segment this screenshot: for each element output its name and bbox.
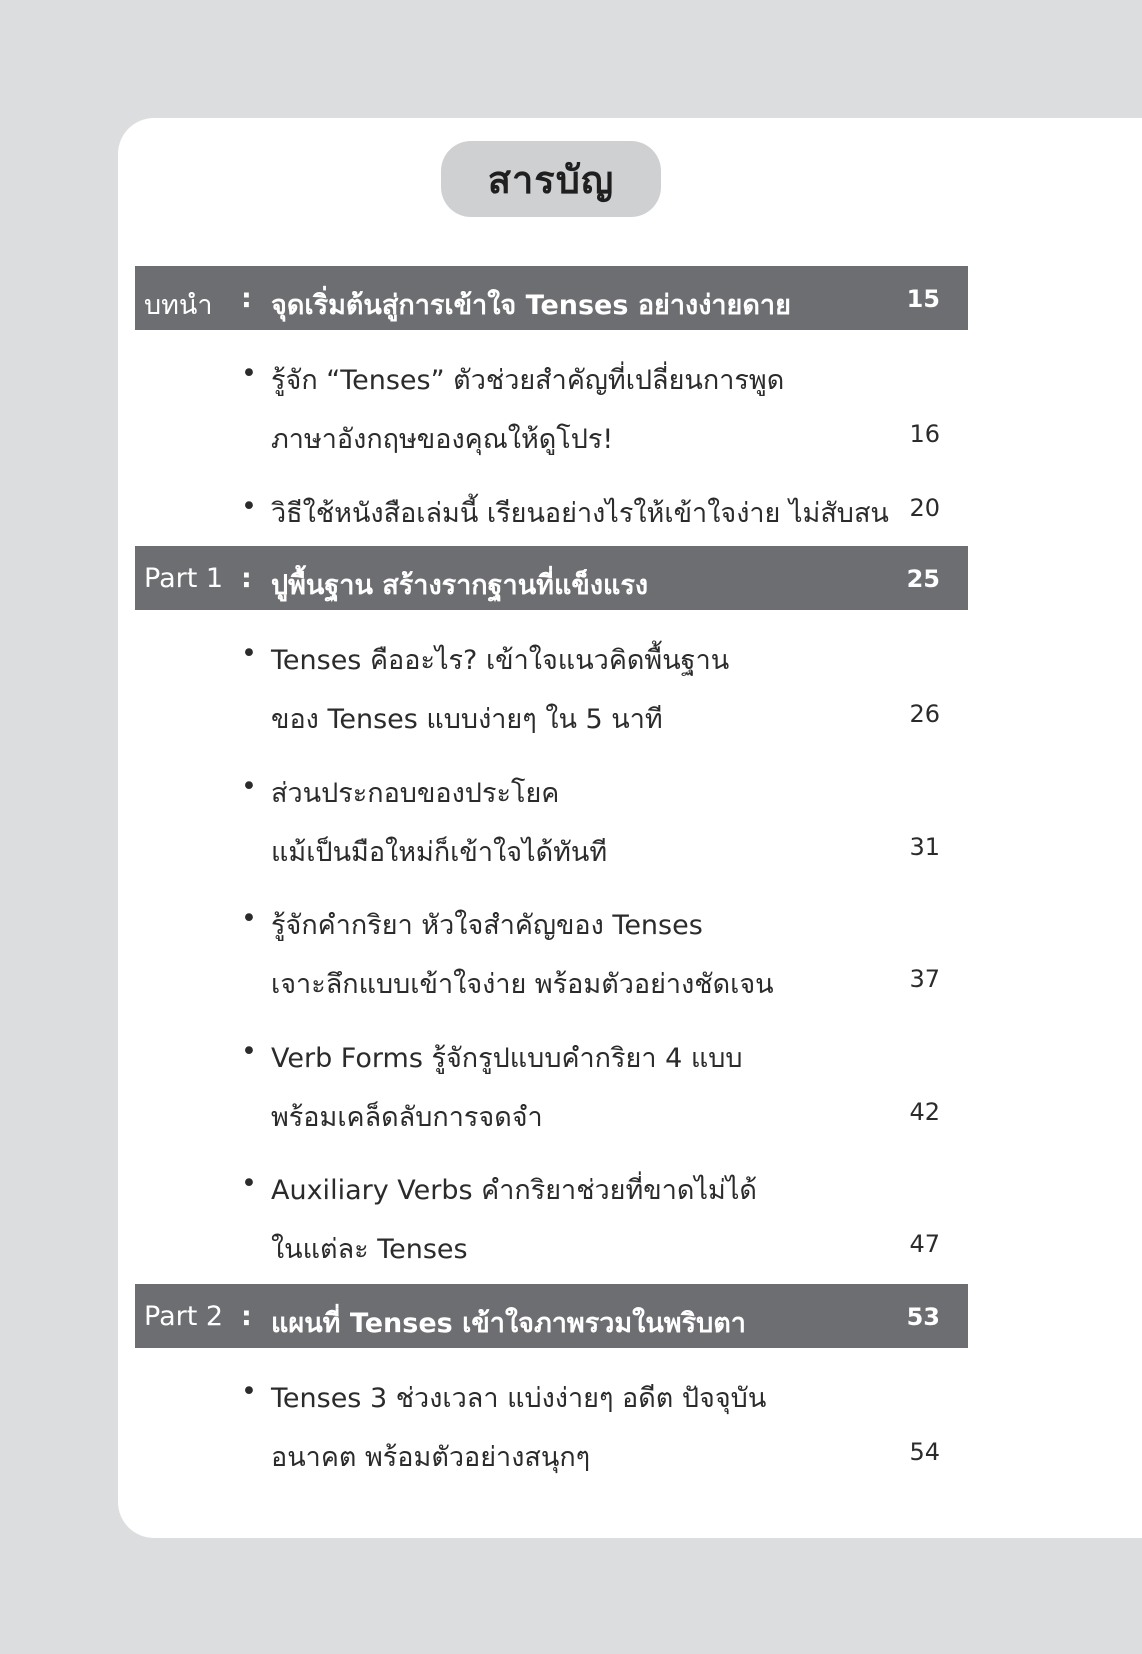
entry-page-number: 47: [909, 1230, 940, 1258]
section-title: จุดเริ่มต้นสู่การเข้าใจ Tenses อย่างง่ายดาย: [271, 290, 791, 321]
entry-line: วิธีใช้หนังสือเล่มนี้ เรียนอย่างไรให้เข้าใจง่าย ไม่สับสน: [271, 498, 889, 529]
entry-page-number: 31: [909, 833, 940, 861]
entry-line: ของ Tenses แบบง่ายๆ ใน 5 นาที: [271, 704, 663, 735]
toc-entry[interactable]: [135, 771, 968, 881]
entry-line: รู้จักคำกริยา หัวใจสำคัญของ Tenses: [271, 910, 703, 941]
entry-line: ภาษาอังกฤษของคุณให้ดูโปร!: [271, 424, 614, 455]
section-separator: :: [241, 283, 252, 314]
toc-entry[interactable]: [135, 358, 968, 468]
toc-entry[interactable]: [135, 638, 968, 748]
entry-line: รู้จัก “Tenses” ตัวช่วยสำคัญที่เปลี่ยนการพูด: [271, 365, 785, 396]
section-page-number: 25: [906, 565, 940, 593]
section-separator: :: [241, 1301, 252, 1332]
entry-line: อนาคต พร้อมตัวอย่างสนุกๆ: [271, 1442, 591, 1473]
entry-page-number: 42: [909, 1098, 940, 1126]
section-label: บทนำ: [144, 290, 213, 321]
section-header-part-2[interactable]: [135, 1284, 968, 1348]
entry-page-number: 37: [909, 965, 940, 993]
entry-page-number: 16: [909, 420, 940, 448]
toc-entry[interactable]: [135, 903, 968, 1013]
section-label: Part 1: [144, 563, 224, 594]
entry-line: เจาะลึกแบบเข้าใจง่าย พร้อมตัวอย่างชัดเจน: [271, 969, 774, 1000]
entry-line: แม้เป็นมือใหม่ก็เข้าใจได้ทันที: [271, 837, 608, 868]
toc-entry[interactable]: [135, 1376, 968, 1486]
entry-page-number: 20: [909, 494, 940, 522]
section-page-number: 15: [906, 285, 940, 313]
bullet-icon: •: [241, 358, 257, 389]
toc-entry[interactable]: [135, 1168, 968, 1278]
bullet-icon: •: [241, 771, 257, 802]
entry-page-number: 26: [909, 700, 940, 728]
section-header-intro[interactable]: [135, 266, 968, 330]
bullet-icon: •: [241, 1036, 257, 1067]
bullet-icon: •: [241, 1168, 257, 1199]
entry-line: Tenses 3 ช่วงเวลา แบ่งง่ายๆ อดีต ปัจจุบัน: [271, 1383, 767, 1414]
section-label: Part 2: [144, 1301, 224, 1332]
entry-line: พร้อมเคล็ดลับการจดจำ: [271, 1102, 543, 1133]
entry-line: Verb Forms รู้จักรูปแบบคำกริยา 4 แบบ: [271, 1043, 743, 1074]
bullet-icon: •: [241, 903, 257, 934]
section-separator: :: [241, 563, 252, 594]
bullet-icon: •: [241, 491, 257, 522]
toc-entry[interactable]: [135, 1036, 968, 1146]
entry-line: Tenses คืออะไร? เข้าใจแนวคิดพื้นฐาน: [271, 645, 730, 676]
section-title: แผนที่ Tenses เข้าใจภาพรวมในพริบตา: [271, 1308, 746, 1339]
bullet-icon: •: [241, 1376, 257, 1407]
section-header-part-1[interactable]: [135, 546, 968, 610]
entry-line: ส่วนประกอบของประโยค: [271, 778, 560, 809]
page-title: สารบัญ: [441, 141, 661, 217]
entry-line: Auxiliary Verbs คำกริยาช่วยที่ขาดไม่ได้: [271, 1175, 757, 1206]
entry-page-number: 54: [909, 1438, 940, 1466]
entry-line: ในแต่ละ Tenses: [271, 1234, 468, 1265]
section-title: ปูพื้นฐาน สร้างรากฐานที่แข็งแรง: [271, 570, 649, 601]
section-page-number: 53: [906, 1303, 940, 1331]
toc-entry[interactable]: [135, 491, 968, 531]
bullet-icon: •: [241, 638, 257, 669]
